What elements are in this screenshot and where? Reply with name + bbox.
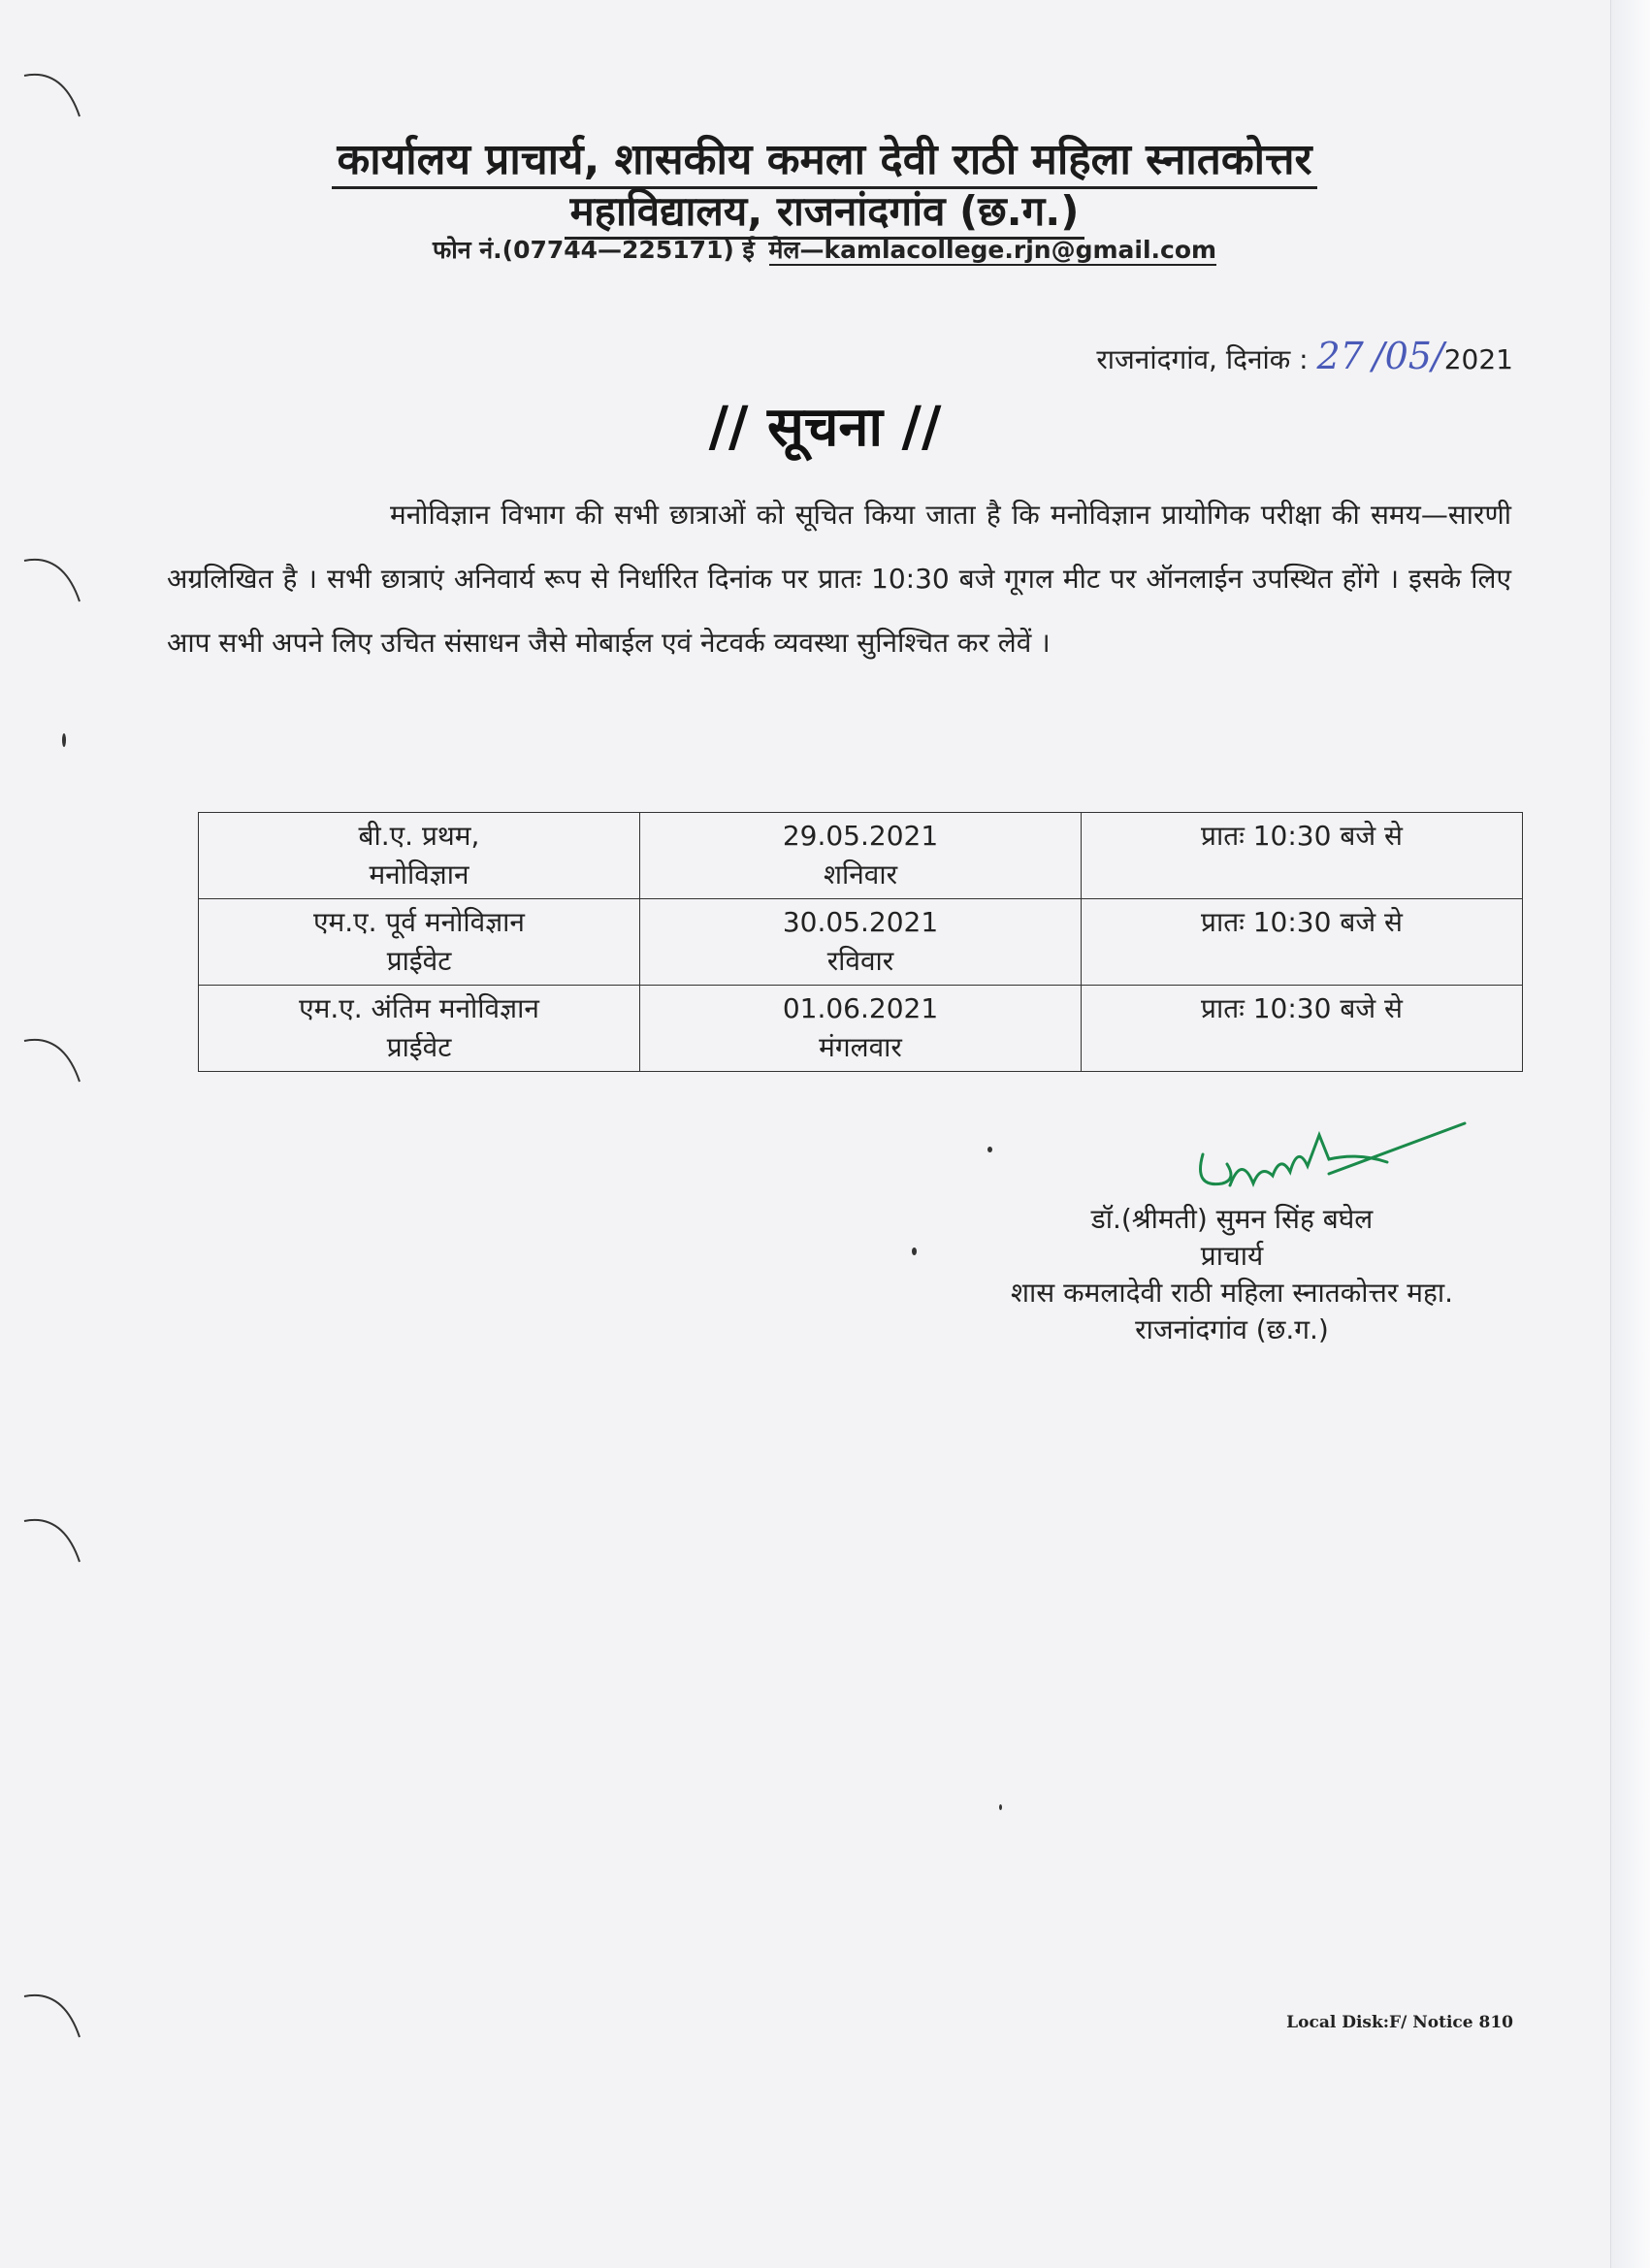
signatory-designation: प्राचार्य bbox=[1200, 1240, 1264, 1272]
punch-mark bbox=[19, 1023, 97, 1101]
table-row bbox=[199, 986, 1523, 1072]
date-place: राजनांदगांव, दिनांक : bbox=[1096, 343, 1309, 375]
file-reference: Local Disk:F/ Notice 810 bbox=[1286, 2013, 1513, 2032]
date-month-handwritten: /05/ bbox=[1372, 335, 1444, 377]
punch-mark bbox=[19, 1979, 97, 2057]
notice-paragraph: मनोविज्ञान विभाग की सभी छात्राओं को सूचित किया जाता है कि मनोविज्ञान प्रायोगिक परीक्षा की समय—सारणी अग्रलिखित है । सभी छात्राएं अनिवार्य रूप से निर्धारित दिनांक पर प्रातः 10:30 बजे गूगल मीट पर ऑनलाईन उपस्थित होंगे । इसके लिए आप सभी अपने लिए उचित संसाधन जैसे मोबाईल एवं नेटवर्क व्यवस्था सुनिश्चित कर लेवें । bbox=[167, 499, 1511, 659]
date-line bbox=[970, 335, 1513, 377]
table-row bbox=[199, 813, 1523, 899]
course-cell: एम.ए. अंतिम मनोविज्ञान प्राईवेट bbox=[199, 986, 640, 1072]
date-cell: 29.05.2021 शनिवार bbox=[640, 813, 1082, 899]
time-cell: प्रातः 10:30 बजे से bbox=[1082, 986, 1523, 1072]
date-cell: 30.05.2021 रविवार bbox=[640, 899, 1082, 986]
time-cell: प्रातः 10:30 बजे से bbox=[1082, 899, 1523, 986]
email-text: मेल—kamlacollege.rjn@gmail.com bbox=[768, 236, 1217, 264]
date-cell: 01.06.2021 मंगलवार bbox=[640, 986, 1082, 1072]
date-day-handwritten: 27 bbox=[1316, 335, 1364, 377]
office-title-line2: महाविद्यालय, राजनांदगांव (छ.ग.) bbox=[175, 182, 1474, 238]
scan-speck bbox=[912, 1247, 917, 1255]
signatory-place: राजनांदगांव (छ.ग.) bbox=[1135, 1313, 1329, 1345]
phone-text: फोन नं.(07744—225171) ई bbox=[432, 236, 755, 264]
signatory-institution: शास कमलादेवी राठी महिला स्नातकोत्तर महा. bbox=[1011, 1277, 1453, 1309]
time-cell: प्रातः 10:30 बजे से bbox=[1082, 813, 1523, 899]
scan-speck bbox=[62, 733, 66, 747]
scan-speck bbox=[987, 1147, 992, 1152]
schedule-table bbox=[198, 812, 1523, 1072]
contact-line bbox=[175, 233, 1474, 266]
course-cell: एम.ए. पूर्व मनोविज्ञान प्राईवेट bbox=[199, 899, 640, 986]
punch-mark bbox=[19, 543, 97, 621]
notice-title: // सूचना // bbox=[708, 396, 942, 459]
office-title-line1: कार्यालय प्राचार्य, शासकीय कमला देवी राठी महिला स्नातकोत्तर bbox=[175, 128, 1474, 186]
page-edge bbox=[1610, 0, 1650, 2268]
punch-mark bbox=[19, 1504, 97, 1581]
date-year: 2021 bbox=[1443, 343, 1513, 375]
table-row bbox=[199, 899, 1523, 986]
scan-speck bbox=[999, 1804, 1002, 1810]
notice-body bbox=[167, 483, 1511, 675]
signatory-name: डॉ.(श्रीमती) सुमन सिंह बघेल bbox=[1090, 1203, 1374, 1235]
punch-mark bbox=[19, 58, 97, 136]
course-cell: बी.ए. प्रथम, मनोविज्ञान bbox=[199, 813, 640, 899]
